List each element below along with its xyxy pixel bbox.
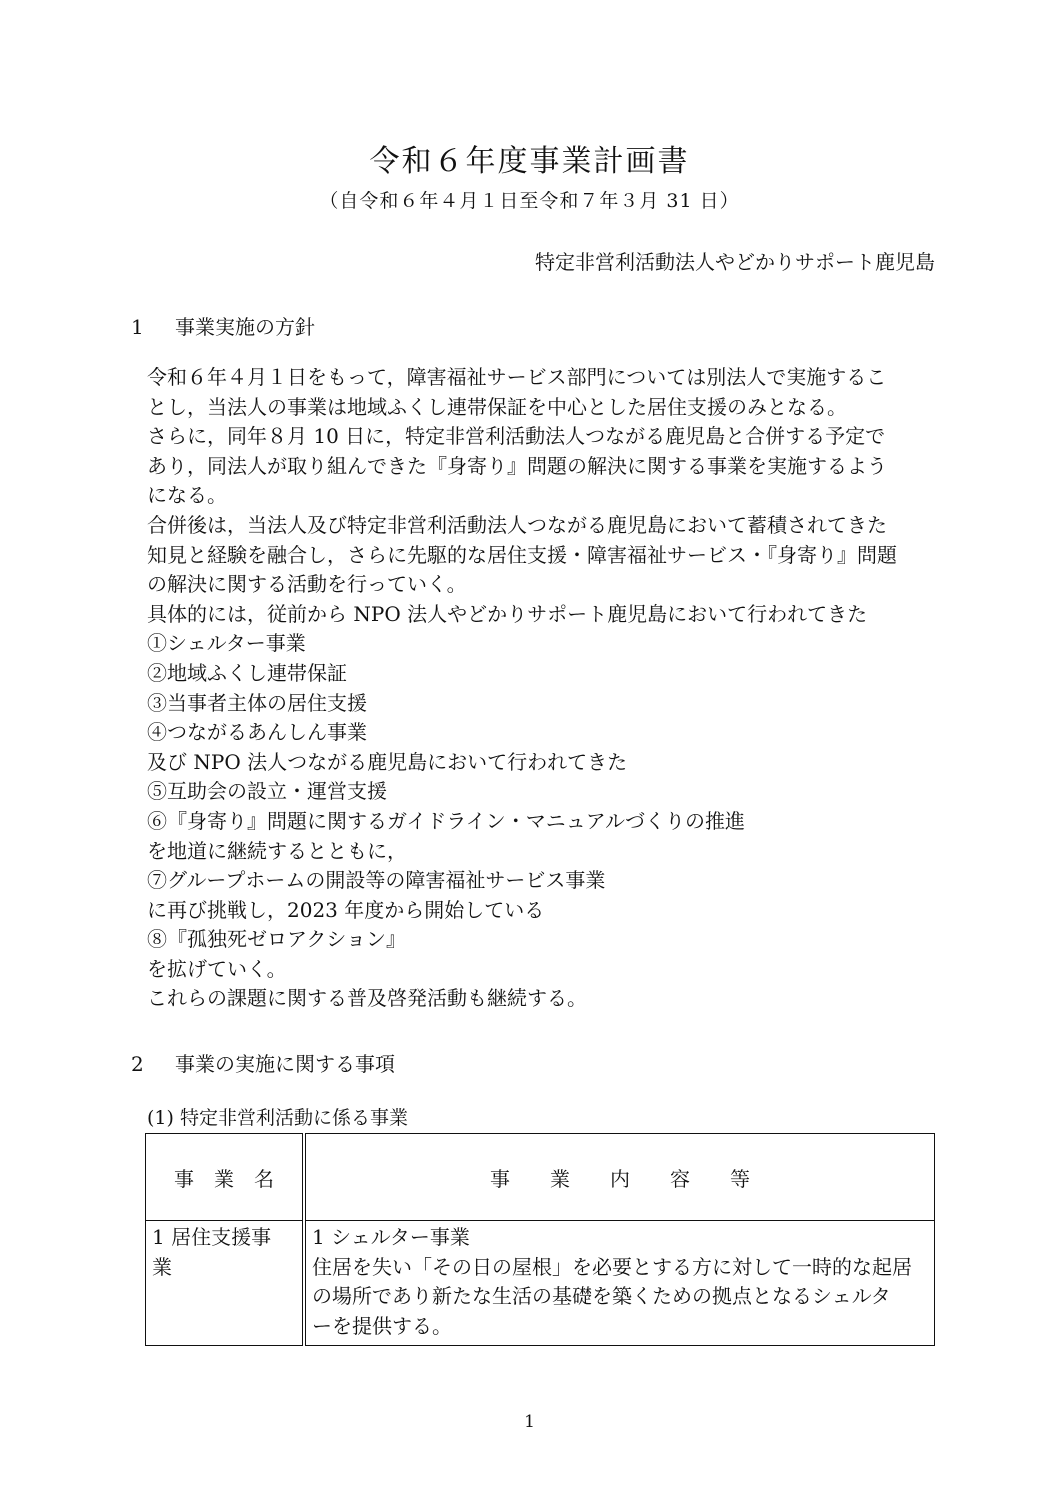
business-name-line: 1 居住支援事	[152, 1225, 272, 1249]
document-period: （自令和６年４月１日至令和７年３月 31 日）	[319, 190, 740, 212]
policy-list-item: ⑤互助会の設立・運営支援	[147, 779, 387, 804]
business-plan-table	[145, 1133, 935, 1346]
policy-list-item: ⑦グループホームの開設等の障害福祉サービス事業	[147, 868, 606, 893]
section-2-heading	[131, 1048, 395, 1077]
policy-line: あり，同法人が取り組んできた『身寄り』問題の解決に関する事業を実施するよう	[147, 453, 887, 478]
table-row	[146, 1221, 935, 1346]
policy-line: 令和６年４月１日をもって，障害福祉サービス部門については別法人で実施するこ	[147, 365, 887, 389]
policy-list-item: ⑥『身寄り』問題に関するガイドライン・マニュアルづくりの推進	[147, 808, 745, 833]
content-line: ーを提供する。	[312, 1313, 452, 1338]
document-title: 令和６年度事業計画書	[369, 144, 690, 179]
business-name-line: 業	[152, 1254, 172, 1279]
policy-line: 合併後は，当法人及び特定非営利活動法人つながる鹿児島において蓄積されてきた	[147, 512, 887, 537]
section-1-number: 1	[131, 315, 144, 339]
policy-line: を拡げていく。	[147, 956, 287, 981]
business-name-cell	[146, 1221, 305, 1346]
policy-line: 知見と経験を融合し，さらに先駆的な居住支援・障害福祉サービス・『身寄り』問題	[147, 542, 897, 567]
policy-list-item: ③当事者主体の居住支援	[147, 690, 367, 715]
organization-name: 特定非営利活動法人やどかりサポート鹿児島	[535, 250, 935, 274]
policy-line: に再び挑戦し，2023 年度から開始している	[147, 897, 545, 922]
section-1-heading	[131, 311, 315, 340]
policy-line: とし，当法人の事業は地域ふくし連帯保証を中心とした居住支援のみとなる。	[147, 394, 847, 419]
table-header-row	[146, 1134, 935, 1221]
policy-line: 及び NPO 法人つながる鹿児島において行われてきた	[147, 749, 628, 774]
policy-body	[147, 363, 897, 1014]
business-content-cell	[304, 1221, 935, 1346]
policy-line: さらに，同年８月 10 日に，特定非営利活動法人つながる鹿児島と合併する予定で	[147, 424, 886, 449]
policy-line: 具体的には，従前から NPO 法人やどかりサポート鹿児島において行われてきた	[147, 601, 868, 626]
subsection-heading: (1) 特定非営利活動に係る事業	[147, 1107, 408, 1129]
policy-line: を地道に継続するとともに，	[147, 838, 407, 863]
section-1-title: 事業実施の方針	[175, 315, 315, 339]
section-2-number: 2	[131, 1052, 144, 1076]
header-business-name: 事 業 名	[146, 1134, 305, 1221]
page-number: 1	[524, 1412, 535, 1432]
header-business-content: 事 業 内 容 等	[304, 1134, 935, 1221]
policy-list-item: ①シェルター事業	[147, 631, 306, 656]
policy-line: の解決に関する活動を行っていく。	[147, 572, 467, 597]
section-2-title: 事業の実施に関する事項	[175, 1052, 395, 1076]
policy-line: これらの課題に関する普及啓発活動も継続する。	[147, 986, 587, 1011]
policy-list-item: ④つながるあんしん事業	[147, 720, 367, 745]
content-line: の場所であり新たな生活の基礎を築くための拠点となるシェルタ	[312, 1284, 891, 1308]
policy-line: になる。	[147, 483, 227, 508]
policy-list-item: ⑧『孤独死ゼロアクション』	[147, 927, 406, 952]
content-line: 住居を失い「その日の屋根」を必要とする方に対して一時的な起居	[312, 1254, 912, 1279]
content-item-title: 1 シェルター事業	[312, 1225, 470, 1249]
policy-list-item: ②地域ふくし連帯保証	[147, 660, 347, 685]
